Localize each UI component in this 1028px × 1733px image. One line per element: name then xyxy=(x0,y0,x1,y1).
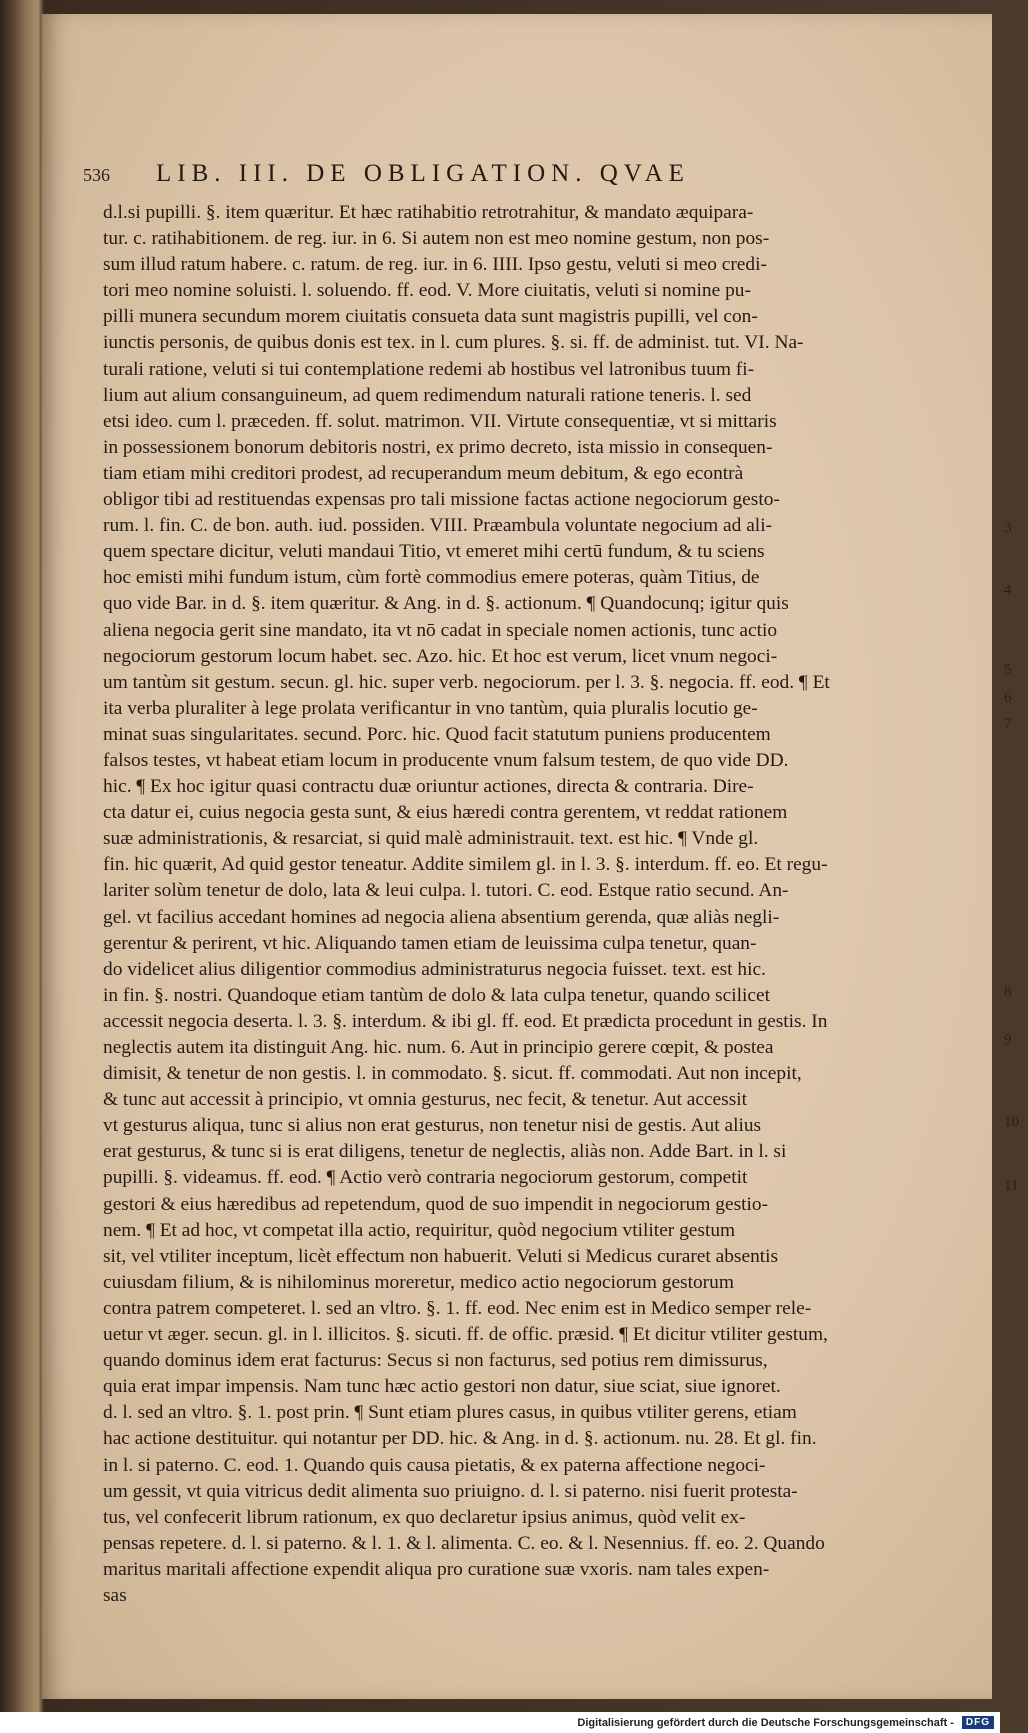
text-line: in fin. §. nostri. Quandoque etiam tantùm de dolo & lata culpa tenetur, quando scilicet xyxy=(103,984,770,1006)
text-line: gerentur & perirent, vt hic. Aliquando tamen etiam de leuissima culpa tenetur, quan- xyxy=(103,932,757,954)
text-line: d. l. sed an vltro. §. 1. post prin. ¶ Sunt etiam plures casus, in quibus vtiliter gerens, etiam xyxy=(103,1402,797,1424)
text-line: hac actione destituitur. qui notantur per DD. hic. & Ang. in d. §. actionum. nu. 28. Et gl. fin. xyxy=(103,1428,817,1450)
text-line: turali ratione, veluti si tui contemplatione redemi ab hostibus vel latronibus tuum fi- xyxy=(103,358,755,380)
text-line: & tunc aut accessit à principio, vt omnia gesturus, nec fecit, & tenetur. Aut accessit xyxy=(103,1089,748,1111)
text-line: in possessionem bonorum debitoris nostri, ex primo decreto, ista missio in consequen- xyxy=(103,436,773,458)
text-line: quo vide Bar. in d. §. item quæritur. & Ang. in d. §. actionum. ¶ Quandocunq; igitur quis xyxy=(103,593,789,615)
text-line: tiam etiam mihi creditori prodest, ad recuperandum meum debitum, & ego econtrà xyxy=(103,462,744,484)
text-line: ita verba pluraliter à lege prolata verificantur in vno tantùm, quia pluralis locutio ge- xyxy=(103,697,758,719)
text-line: erat gesturus, & tunc si is erat diligens, tenetur de neglectis, aliàs non. Adde Bart. in l. si xyxy=(103,1141,787,1163)
text-line: rum. l. fin. C. de bon. auth. iud. possiden. VIII. Præambula voluntate negocium ad ali- xyxy=(103,515,773,537)
text-line: quando dominus idem erat facturus: Secus si non facturus, sed potius rem dimissurus, xyxy=(103,1350,768,1372)
text-line: hoc emisti mihi fundum istum, cùm fortè commodius emere poteras, quàm Titius, de xyxy=(103,567,760,589)
text-line: minat suas singularitates. secund. Porc. hic. Quod facit statutum puniens producentem xyxy=(103,723,771,745)
book-page xyxy=(40,14,1019,1699)
margin-number: 10 xyxy=(1004,1114,1019,1130)
text-line: quem spectare dicitur, veluti mandaui Titio, vt emeret mihi certū fundum, & tu sciens xyxy=(103,541,765,563)
margin-number: 5 xyxy=(1004,662,1012,678)
text-line: sum illud ratum habere. c. ratum. de reg. iur. in 6. IIII. Ipso gestu, veluti si meo credi- xyxy=(103,254,767,276)
text-line: fin. hic quærit, Ad quid gestor teneatur. Addite similem gl. in l. 3. §. interdum. ff. eo. Et regu- xyxy=(103,854,828,876)
text-line: obligor tibi ad restituendas expensas pro tali missione factas actione negociorum gesto- xyxy=(103,489,780,511)
margin-number: 7 xyxy=(1004,716,1012,732)
text-line: neglectis autem ita distinguit Ang. hic. num. 6. Aut in principio gerere cœpit, & postea xyxy=(103,1037,774,1058)
text-line: tus, vel confecerit librum rationum, ex quo declaretur ipsius animus, quòd velit ex- xyxy=(103,1506,746,1528)
page-number: 536 xyxy=(83,165,110,185)
text-line: cuiusdam filium, & is nihilominus moreretur, medico actio negociorum gestorum xyxy=(103,1271,734,1293)
text-line: tori meo nomine soluisti. l. soluendo. ff. eod. V. More ciuitatis, veluti si nomine pu- xyxy=(103,280,751,302)
text-line: lium aut alium consanguineum, ad quem redimendum naturali ratione teneris. l. sed xyxy=(103,384,752,406)
text-line: aliena negocia gerit sine mandato, ita vt nō cadat in speciale nomen actionis, tunc actio xyxy=(103,619,778,641)
text-line: gel. vt facilius accedant homines ad negocia aliena absentium gerenda, quæ aliàs negli- xyxy=(103,906,780,928)
text-line: falsos testes, vt habeat etiam locum in producente vnum falsum testem, de quo vide DD. xyxy=(103,749,789,771)
footer-credit: Digitalisierung gefördert durch die Deutsche Forschungsgemeinschaft - xyxy=(577,1716,954,1729)
text-line: hic. ¶ Ex hoc igitur quasi contractu duæ oriuntur actiones, directa & contraria. Dire- xyxy=(103,776,754,798)
margin-number: 4 xyxy=(1004,582,1012,598)
text-line: maritus maritali affectione expendit aliqua pro curatione suæ vxoris. nam tales expen- xyxy=(103,1558,770,1580)
text-line: iunctis personis, de quibus donis est tex. in l. cum plures. §. si. ff. de administ. tut. VI. Na- xyxy=(103,332,804,354)
text-line: d.l.si pupilli. §. item quæritur. Et hæc ratihabitio retrotrahitur, & mandato æquipara- xyxy=(103,202,754,223)
text-line: quia erat impar impensis. Nam tunc hæc actio gestori non datur, siue sciat, siue ignoret. xyxy=(103,1376,781,1398)
margin-number: 6 xyxy=(1004,690,1012,706)
text-line: etsi ideo. cum l. præceden. ff. solut. matrimon. VII. Virtute consequentiæ, vt si mittaris xyxy=(103,410,777,432)
text-line: sas xyxy=(103,1584,127,1606)
text-line: cta datur ei, cuius negocia gesta sunt, & eius hæredi contra gerentem, vt reddat rationem xyxy=(103,802,788,824)
margin-number: 11 xyxy=(1004,1178,1019,1194)
text-line: sit, vel vtiliter inceptum, licèt effectum non habuerit. Veluti si Medicus curaret absentis xyxy=(103,1245,779,1267)
text-line: pupilli. §. videamus. ff. eod. ¶ Actio verò contraria negociorum gestorum, competit xyxy=(103,1167,748,1189)
text-line: accessit negocia deserta. l. 3. §. interdum. & ibi gl. ff. eod. Et prædicta procedunt in gestis. In xyxy=(103,1010,828,1032)
text-line: in l. si paterno. C. eod. 1. Quando quis causa pietatis, & ex paterna affectione negoci- xyxy=(103,1454,766,1476)
body-text xyxy=(103,200,993,1609)
text-line: dimisit, & tenetur de non gestis. l. in commodato. §. sicut. ff. commodati. Aut non incepit, xyxy=(103,1063,802,1085)
text-line: lariter solùm tenetur de dolo, lata & leui culpa. l. tutori. C. eod. Estque ratio secund. An- xyxy=(103,880,789,902)
dfg-logo: DFG xyxy=(962,1716,994,1729)
text-line: um tantùm sit gestum. secun. gl. hic. super verb. negociorum. per l. 3. §. negocia. ff. eod. ¶ Et xyxy=(103,671,830,693)
margin-number: 3 xyxy=(1004,520,1012,536)
running-head: LIB. III. DE OBLIGATION. QVAE xyxy=(156,160,690,187)
text-line: contra patrem competeret. l. sed an vltro. §. 1. ff. eod. Nec enim est in Medico semper rele- xyxy=(103,1297,812,1319)
text-line: um gessit, vt quia vitricus dedit alimenta suo priuigno. d. l. si paterno. nisi fuerit protesta- xyxy=(103,1480,798,1502)
text-line: do videlicet alius diligentior commodius administraturus negocia fuisset. text. est hic. xyxy=(103,958,766,980)
digitization-footer xyxy=(0,1712,1000,1733)
margin-number: 9 xyxy=(1004,1032,1012,1048)
margin-number: 8 xyxy=(1004,984,1012,1000)
text-line: nem. ¶ Et ad hoc, vt competat illa actio, requiritur, quòd negocium vtiliter gestum xyxy=(103,1219,736,1241)
text-line: vt gesturus aliqua, tunc si alius non erat gesturus, non tenetur nisi de gestis. Aut alius xyxy=(103,1115,762,1137)
text-line: tur. c. ratihabitionem. de reg. iur. in 6. Si autem non est meo nomine gestum, non pos- xyxy=(103,228,770,250)
text-line: uetur vt æger. secun. gl. in l. illicitos. §. sicuti. ff. de offic. præsid. ¶ Et dicitur vtiliter gestum, xyxy=(103,1324,828,1346)
text-line: negociorum gestorum locum habet. sec. Azo. hic. Et hoc est verum, licet vnum negoci- xyxy=(103,645,778,667)
page-header xyxy=(83,160,963,188)
text-line: suæ administrationis, & resarciat, si quid malè administrauit. text. est hic. ¶ Vnde gl. xyxy=(103,828,759,850)
text-line: gestori & eius hæredibus ad repetendum, quod de suo impendit in negociorum gestio- xyxy=(103,1193,769,1215)
text-line: pensas repetere. d. l. si paterno. & l. 1. & l. alimenta. C. eo. & l. Nesennius. ff. eo. 2. Quando xyxy=(103,1532,825,1554)
text-line: pilli munera secundum morem ciuitatis consueta data sunt magistris pupilli, vel con- xyxy=(103,306,758,328)
